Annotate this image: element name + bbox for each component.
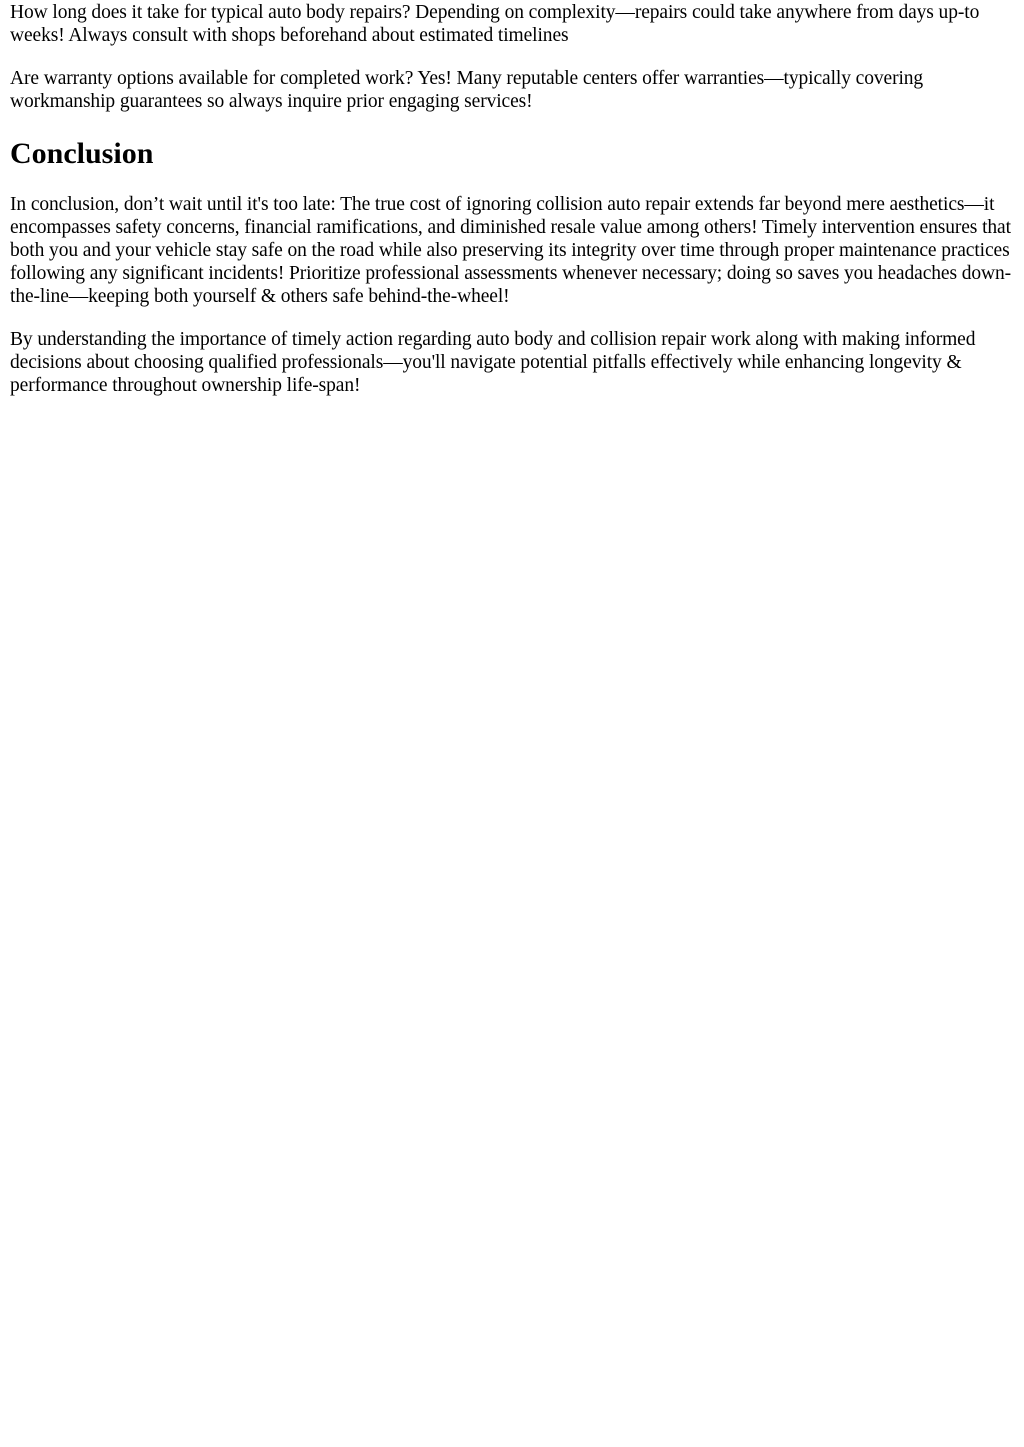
faq-answer-repair-duration: How long does it take for typical auto body repairs? Depending on complexity—repairs could take anywhere from days up-to weeks! Always consult with shops beforehand about estimated timelines — [10, 2, 980, 46]
conclusion-paragraph: In conclusion, don’t wait until it's too late: The true cost of ignoring collision auto repair extends far beyond mere aesthetics—it encompasses safety concerns, financial ramifications, and diminished resale value among others! Timely intervention ensures that both you and your vehicle stay safe on the road while also preserving its integrity over time through proper maintenance practices following any significant incidents! Prioritize professional assessments whenever necessary; doing so saves you headaches down-the-line—keeping both yourself & others safe behind-the-wheel! — [10, 194, 1012, 307]
article-body — [0, 1, 1024, 397]
conclusion-heading: Conclusion — [10, 137, 154, 170]
conclusion-paragraph: By understanding the importance of timely action regarding auto body and collision repair work along with making informed decisions about choosing qualified professionals—you'll navigate potential pitfalls effectively while enhancing longevity & performance throughout ownership life-span! — [10, 329, 976, 396]
faq-answer-warranty: Are warranty options available for completed work? Yes! Many reputable centers offer warranties—typically covering workmanship guarantees so always inquire prior engaging services! — [10, 68, 924, 112]
